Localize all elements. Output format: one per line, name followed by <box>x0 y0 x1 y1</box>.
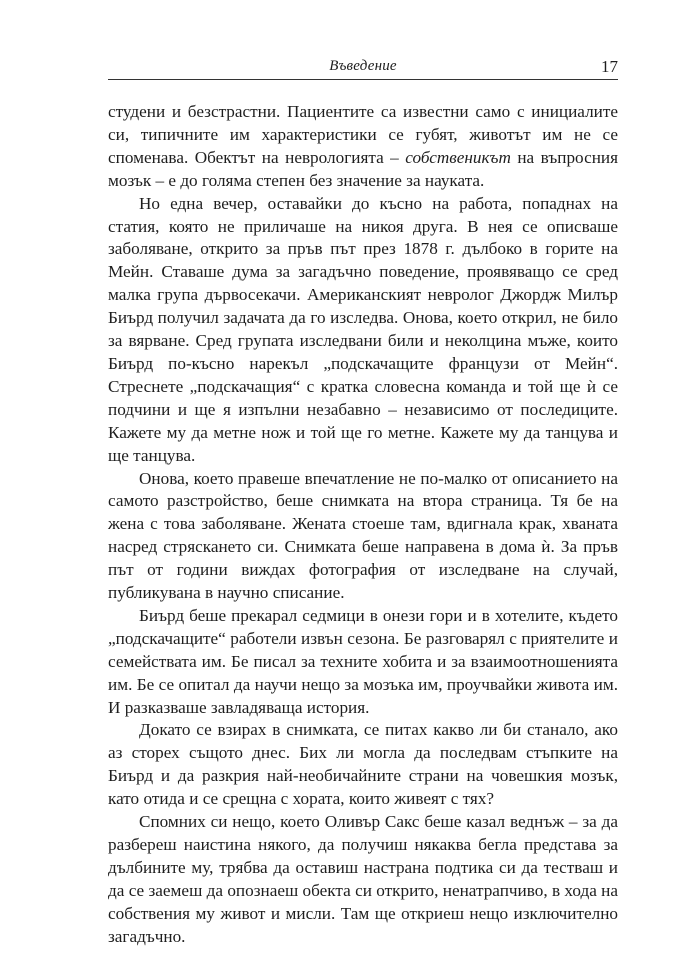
paragraph-text: студени и безстрастни. Пациентите са известни само с инициалите си, типичните им характеристики се губят, животът им не се споменава. Обектът на неврологията – <box>108 102 618 167</box>
paragraph: Онова, което правеше впечатление не по-малко от описанието на самото разстройство, беше снимката на втора страница. Тя бе на жена с това заболяване. Жената стоеше там, вдигнала крак, хваната насред стряскането си. Снимката беше направена в дома ѝ. За пръв път от години виждах фотография от изследване на случай, публикувана в научно списание. <box>108 468 618 603</box>
body-text <box>108 101 618 949</box>
paragraph <box>108 101 618 193</box>
paragraph: Биърд беше прекарал седмици в онези гори и в хотелите, където „подскачащите“ работели извън сезона. Бе разговарял с приятелите и семействата им. Бе писал за техните хобита и за взаимоотношенията им. Бе се опитал да научи нещо за мозъка им, проучвайки живота им. И разказваше завладяваща история. <box>108 605 618 717</box>
running-header <box>108 56 618 80</box>
chapter-title: Въведение <box>329 58 397 74</box>
paragraph: Спомних си нещо, което Оливър Сакс беше казал веднъж – за да разбереш наистина някого, да получиш някаква бегла представа за дълбините му, трябва да оставиш настрана подтика си да тестваш и да се заемеш да опознаеш обекта си открито, ненатрапчиво, в хода на собствения му живот и мисли. Там ще откриеш нещо изключително загадъчно. <box>108 812 618 946</box>
paragraph: Но една вечер, оставайки до късно на работа, попаднах на статия, която не приличаше на никоя друга. В нея се описваше заболяване, открито за пръв път през 1878 г. дълбоко в горите на Мейн. Ставаше дума за загадъчно поведение, проявяващо се сред малка група дървосекачи. Американският невролог Джордж Милър Биърд получил задачата да го изследва. Онова, което открил, не било за вярване. Сред групата изследвани били и неколцина мъже, които Биърд по-късно нарекъл „подскачащите французи от Мейн“. Стреснете „подскачащия“ с кратка словесна команда и той ще ѝ се подчини и ще я изпълни незабавно – независимо от последиците. Кажете му да метне нож и той ще го метне. Кажете му да танцува и ще танцува. <box>108 193 618 465</box>
page-number: 17 <box>601 57 618 76</box>
paragraph-text: на въпросния мозък – е до голяма степен без значение за науката. <box>108 147 618 190</box>
paragraph: Докато се взирах в снимката, се питах какво ли би станало, ако аз сторех същото днес. Бих ли могла да последвам стъпките на Биърд и да разкрия най-необичайните страни на човешкия мозък, като отида и се срещна с хората, които живеят с тях? <box>108 720 618 809</box>
header-rule <box>108 79 618 80</box>
emphasized-text: собственикът <box>405 147 511 167</box>
